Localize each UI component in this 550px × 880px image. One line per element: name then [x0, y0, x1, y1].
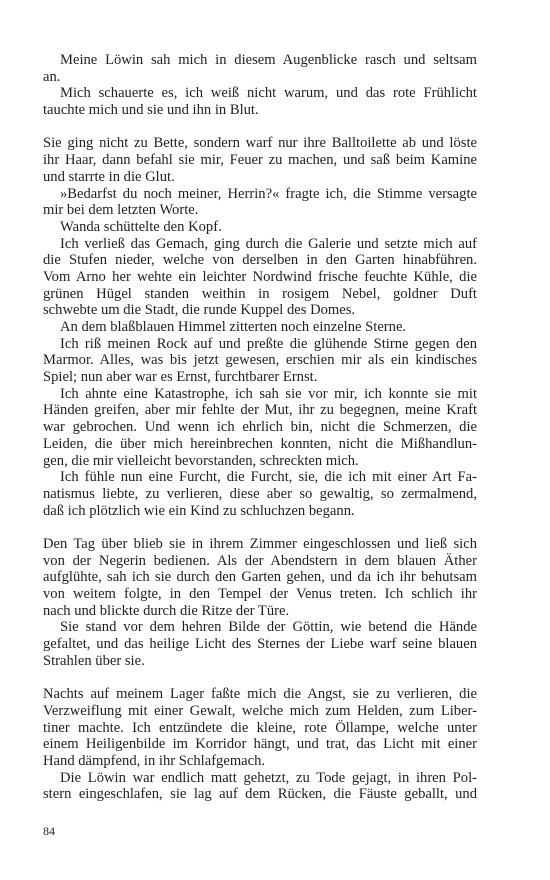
- text-line: Meine Löwin sah mich in diesem Augenblicke rasch und seltsam: [60, 52, 477, 68]
- section-gap: [43, 519, 477, 536]
- book-page-body: [43, 52, 477, 803]
- text-line: daß ich plötzlich wie ein Kind zu schluchzen begann.: [43, 502, 355, 519]
- text-line: Sie ging nicht zu Bette, sondern warf nur ihre Balltoilette ab und löste: [43, 135, 477, 152]
- text-line: Ich fühle nun eine Furcht, die Furcht, sie, die ich mit einer Art Fa-: [60, 469, 477, 486]
- text-line: gen, die mir vielleicht bevorstanden, schreckten mich.: [43, 452, 359, 469]
- text-line: Hand dämpfend, in ihr Schlafgemach.: [43, 752, 266, 769]
- text-line: ihr Haar, dann befahl sie mir, Feuer zu machen, und saß beim Kamine: [43, 152, 477, 169]
- text-line: tauchte mich und sie und ihn in Blut.: [43, 102, 259, 119]
- text-line: »Bedarfst du noch meiner, Herrin?« fragte ich, die Stimme versagte: [60, 185, 477, 202]
- text-line: aufglühte, sah ich sie durch den Garten gehen, und da ich ihr behutsam: [43, 569, 477, 586]
- text-line: einem Heiligenbilde im Korridor hängt, und trat, das Licht mit einer: [43, 736, 477, 753]
- text-line: Marmor. Alles, was bis jetzt gewesen, erschien mir als ein kindisches: [43, 352, 477, 369]
- text-line: grünen Hügel standen weithin in rosigem Nebel, goldner Duft: [43, 285, 477, 302]
- text-line: Mich schauerte es, ich weiß nicht warum, und das rote Frühlicht: [60, 85, 477, 102]
- text-line: Sie stand vor dem hehren Bilde der Göttin, wie betend die Hände: [60, 619, 477, 636]
- text-line: Leiden, die über mich hereinbrechen konnten, nicht die Mißhandlun-: [43, 435, 477, 452]
- text-line: Verzweiflung mit einer Gewalt, welche mich zum Helden, zum Liber-: [43, 702, 477, 719]
- text-line: tiner machte. Ich entzündete die kleine, rote Öllampe, welche unter: [43, 719, 477, 736]
- text-line: nach und blickte durch die Ritze der Türe.: [43, 602, 290, 619]
- text-line: gefaltet, und das heilige Licht des Sternes der Liebe warf seine blauen: [43, 636, 477, 653]
- text-line: Ich riß meinen Rock auf und preßte die glühende Stirne gegen den: [60, 335, 477, 352]
- text-line: Vom Arno her wehte ein leichter Nordwind frische feuchte Kühle, die: [43, 268, 477, 285]
- text-line: von der Negerin bedienen. Als der Abendstern in dem blauen Äther: [43, 552, 477, 569]
- text-line: mir bei dem letzten Worte.: [43, 202, 199, 219]
- text-line: schwebte um die Stadt, die runde Kuppel des Domes.: [43, 302, 356, 319]
- page-number: 84: [43, 824, 55, 838]
- text-line: Wanda schüttelte den Kopf.: [60, 218, 222, 235]
- text-line: Die Löwin war endlich matt gehetzt, zu Tode gejagt, in ihren Pol-: [60, 769, 477, 786]
- text-line: natismus liebte, zu verlieren, diese aber so gewaltig, so zermalmend,: [43, 485, 477, 502]
- text-line: Händen greifen, aber mir fehlte der Mut, ihr zu begegnen, meine Kraft: [43, 402, 477, 419]
- text-line: war gebrochen. Und wenn ich ehrlich bin, nicht die Schmerzen, die: [43, 419, 477, 436]
- text-line: Spiel; nun aber war es Ernst, furchtbarer Ernst.: [43, 369, 318, 386]
- text-line: Ich verließ das Gemach, ging durch die Galerie und setzte mich auf: [60, 235, 477, 252]
- text-line: Den Tag über blieb sie in ihrem Zimmer eingeschlossen und ließ sich: [43, 535, 477, 552]
- text-line: Strahlen über sie.: [43, 652, 145, 669]
- text-line: Ich ahnte eine Katastrophe, ich sah sie vor mir, ich konnte sie mit: [60, 385, 477, 402]
- text-line: an.: [43, 68, 61, 85]
- text-line: An dem blaßblauen Himmel zitterten noch einzelne Sterne.: [60, 319, 407, 335]
- text-line: die Stufen nieder, welche von derselben in den Garten hinabführen.: [43, 252, 477, 269]
- section-gap: [43, 119, 477, 136]
- text-line: stern eingeschlafen, sie lag auf dem Rücken, die Fäuste geballt, und: [43, 786, 477, 803]
- section-gap: [43, 669, 477, 686]
- text-line: von weitem folgte, in den Tempel der Venus treten. Ich schlich ihr: [43, 586, 477, 602]
- text-line: Nachts auf meinem Lager faßte mich die Angst, sie zu verlieren, die: [43, 686, 477, 703]
- text-line: und starrte in die Glut.: [43, 168, 175, 185]
